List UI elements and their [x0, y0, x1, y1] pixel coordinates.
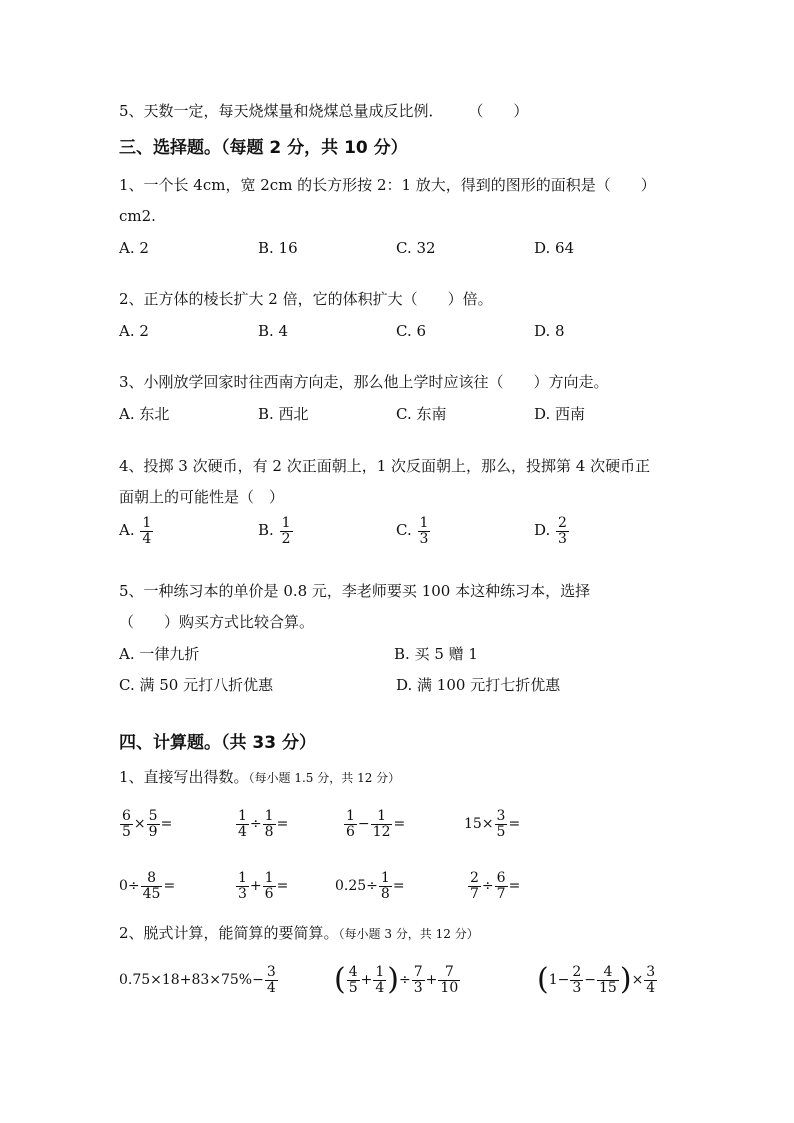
calc-item — [467, 866, 520, 906]
fraction — [418, 516, 431, 546]
numerator: 3 — [646, 963, 656, 980]
denominator: 8 — [264, 823, 274, 840]
equals-sign: = — [160, 816, 173, 832]
s3-q5-option-c: C. 满 50 元打八折优惠 — [119, 676, 274, 694]
numerator: 1 — [142, 515, 152, 531]
denominator: 4 — [238, 823, 247, 840]
numerator: 5 — [148, 807, 158, 824]
denominator: 3 — [419, 530, 429, 547]
s3-q4-option-d — [534, 516, 570, 546]
denominator: 5 — [122, 823, 131, 840]
fraction — [236, 871, 249, 901]
numerator: 4 — [603, 963, 613, 980]
s4-q2-text — [119, 923, 479, 944]
fraction — [468, 871, 481, 901]
operator: − — [584, 972, 597, 988]
calc-item — [343, 804, 405, 844]
calc-expression-2 — [334, 960, 461, 1000]
s3-q1-option-a: A. 2 — [119, 239, 149, 257]
denominator: 5 — [348, 979, 358, 996]
operator: + — [249, 878, 262, 894]
fraction — [280, 516, 293, 546]
expression-prefix: 15× — [464, 816, 494, 832]
equals-sign: = — [508, 878, 521, 894]
denominator: 9 — [148, 823, 158, 840]
fraction — [412, 965, 425, 995]
numerator: 1 — [281, 515, 291, 531]
equals-sign: = — [276, 816, 289, 832]
s3-q1-text: 1、一个长 4cm，宽 2cm 的长方形按 2：1 放大，得到的图形的面积是（ ） — [119, 176, 656, 194]
denominator: 4 — [646, 979, 656, 996]
fraction — [344, 809, 357, 839]
numerator: 4 — [348, 963, 358, 980]
fraction — [263, 871, 276, 901]
equals-sign: = — [392, 878, 405, 894]
fraction — [141, 871, 163, 901]
fraction — [263, 809, 276, 839]
s3-q2-option-b: B. 4 — [258, 322, 289, 340]
s3-q5-option-b: B. 买 5 赠 1 — [394, 645, 478, 663]
right-paren: ) — [387, 962, 400, 997]
s4-q1-text — [119, 767, 400, 788]
right-paren: ) — [619, 962, 632, 997]
question-text: 1、直接写出得数。 — [119, 768, 249, 786]
numerator: 2 — [470, 869, 479, 886]
fraction — [570, 965, 583, 995]
s3-q2-option-c: C. 6 — [396, 322, 427, 340]
s3-q3-option-d: D. 西南 — [534, 405, 586, 423]
fraction — [438, 965, 460, 995]
fraction — [597, 965, 619, 995]
question-text: 2、脱式计算，能简算的要简算。 — [119, 924, 339, 942]
numerator: 6 — [496, 869, 506, 886]
numerator: 2 — [572, 963, 582, 980]
s3-q5-option-d: D. 满 100 元打七折优惠 — [396, 676, 561, 694]
numerator: 6 — [122, 807, 131, 824]
denominator: 4 — [142, 530, 152, 547]
calc-item — [235, 866, 288, 906]
option-label: C. — [396, 521, 412, 540]
expression-prefix: 0.75×18+83×75%− — [119, 972, 264, 988]
s3-q5-text: 5、一种练习本的单价是 0.8 元，李老师要买 100 本这种练习本，选择 — [119, 582, 591, 600]
s3-q3-option-c: C. 东南 — [396, 405, 447, 423]
numerator: 1 — [238, 807, 247, 824]
numerator: 1 — [377, 807, 387, 824]
operator: + — [425, 972, 438, 988]
calc-item — [119, 804, 172, 844]
denominator: 5 — [496, 823, 506, 840]
fraction — [556, 516, 569, 546]
s3-q5-text2: （ ）购买方式比较合算。 — [119, 613, 315, 631]
denominator: 4 — [375, 979, 385, 996]
numerator: 3 — [496, 807, 506, 824]
s3-q3-text: 3、小刚放学回家时往西南方向走，那么他上学时应该往（ ）方向走。 — [119, 373, 609, 391]
score-note: （每小题 1.5 分，共 12 分） — [248, 771, 401, 785]
denominator: 15 — [599, 979, 617, 996]
operator: × — [133, 816, 146, 832]
numerator: 1 — [419, 515, 429, 531]
s3-q4-option-b — [258, 516, 294, 546]
denominator: 12 — [372, 823, 391, 840]
section-4-heading: 四、计算题。（共 33 分） — [119, 733, 316, 753]
numerator: 8 — [147, 869, 157, 886]
expression-prefix: 0.25÷ — [335, 878, 378, 894]
numerator: 2 — [558, 515, 567, 531]
option-label: D. — [534, 521, 551, 540]
denominator: 2 — [281, 530, 291, 547]
equals-sign: = — [508, 816, 521, 832]
option-label: A. — [119, 521, 135, 540]
s3-q1-option-b: B. 16 — [258, 239, 298, 257]
denominator: 6 — [346, 823, 355, 840]
s3-q1-option-d: D. 64 — [534, 239, 575, 257]
numerator: 1 — [375, 963, 385, 980]
denominator: 10 — [440, 979, 459, 996]
denominator: 7 — [496, 885, 506, 902]
denominator: 8 — [380, 885, 390, 902]
s3-q4-option-a — [119, 516, 154, 546]
fraction — [120, 809, 133, 839]
fraction — [140, 516, 153, 546]
s3-q1-text2: cm2. — [119, 207, 156, 225]
operator: − — [357, 816, 370, 832]
expression-prefix: 0÷ — [119, 878, 140, 894]
numerator: 3 — [266, 963, 276, 980]
expression-prefix: 1− — [548, 972, 570, 988]
denominator: 7 — [470, 885, 479, 902]
operator: × — [631, 972, 644, 988]
numerator: 1 — [264, 869, 274, 886]
s3-q3-option-b: B. 西北 — [258, 405, 309, 423]
operator: + — [360, 972, 373, 988]
left-paren: ( — [537, 962, 549, 997]
fraction — [147, 809, 160, 839]
calc-expression-1 — [119, 960, 279, 1000]
operator: ÷ — [481, 878, 494, 894]
fraction — [495, 871, 508, 901]
fraction — [373, 965, 386, 995]
denominator: 6 — [264, 885, 274, 902]
fraction — [644, 965, 657, 995]
denominator: 3 — [558, 530, 567, 547]
s3-q4-text2: 面朝上的可能性是（ ） — [119, 488, 285, 506]
s3-q2-option-d: D. 8 — [534, 322, 565, 340]
denominator: 3 — [572, 979, 582, 996]
s3-q3-option-a: A. 东北 — [119, 405, 170, 423]
numerator: 7 — [444, 963, 454, 980]
fraction — [236, 809, 249, 839]
calc-item — [335, 866, 405, 906]
operator: ÷ — [249, 816, 262, 832]
denominator: 3 — [413, 979, 423, 996]
answer-blank: （ ） — [468, 102, 529, 120]
fraction — [265, 965, 278, 995]
option-label: B. — [258, 521, 274, 540]
fraction — [371, 809, 393, 839]
fraction — [495, 809, 508, 839]
numerator: 1 — [346, 807, 355, 824]
left-paren: ( — [334, 962, 346, 997]
denominator: 45 — [142, 885, 161, 902]
s2-q5 — [119, 101, 528, 121]
numerator: 1 — [238, 869, 247, 886]
denominator: 3 — [238, 885, 247, 902]
s3-q2-option-a: A. 2 — [119, 322, 149, 340]
operator: ÷ — [399, 972, 411, 988]
s3-q5-option-a: A. 一律九折 — [119, 645, 200, 663]
s3-q4-text: 4、投掷 3 次硬币，有 2 次正面朝上，1 次反面朝上，那么，投掷第 4 次硬币正 — [119, 457, 651, 475]
question-text: 5、天数一定，每天烧煤量和烧煤总量成反比例． — [119, 102, 444, 120]
equals-sign: = — [163, 878, 176, 894]
section-3-heading: 三、选择题。（每题 2 分，共 10 分） — [119, 138, 408, 158]
s3-q1-option-c: C. 32 — [396, 239, 436, 257]
s3-q4-option-c — [396, 516, 431, 546]
s3-q2-text: 2、正方体的棱长扩大 2 倍，它的体积扩大（ ）倍。 — [119, 290, 493, 308]
denominator: 4 — [266, 979, 276, 996]
score-note: （每小题 3 分，共 12 分） — [338, 927, 479, 941]
fraction — [379, 871, 392, 901]
calc-expression-3 — [537, 960, 658, 1000]
calc-item — [235, 804, 288, 844]
fraction — [347, 965, 360, 995]
numerator: 1 — [264, 807, 274, 824]
numerator: 1 — [380, 869, 390, 886]
calc-item — [464, 804, 520, 844]
equals-sign: = — [393, 816, 406, 832]
numerator: 7 — [413, 963, 423, 980]
calc-item — [119, 866, 175, 906]
equals-sign: = — [276, 878, 289, 894]
